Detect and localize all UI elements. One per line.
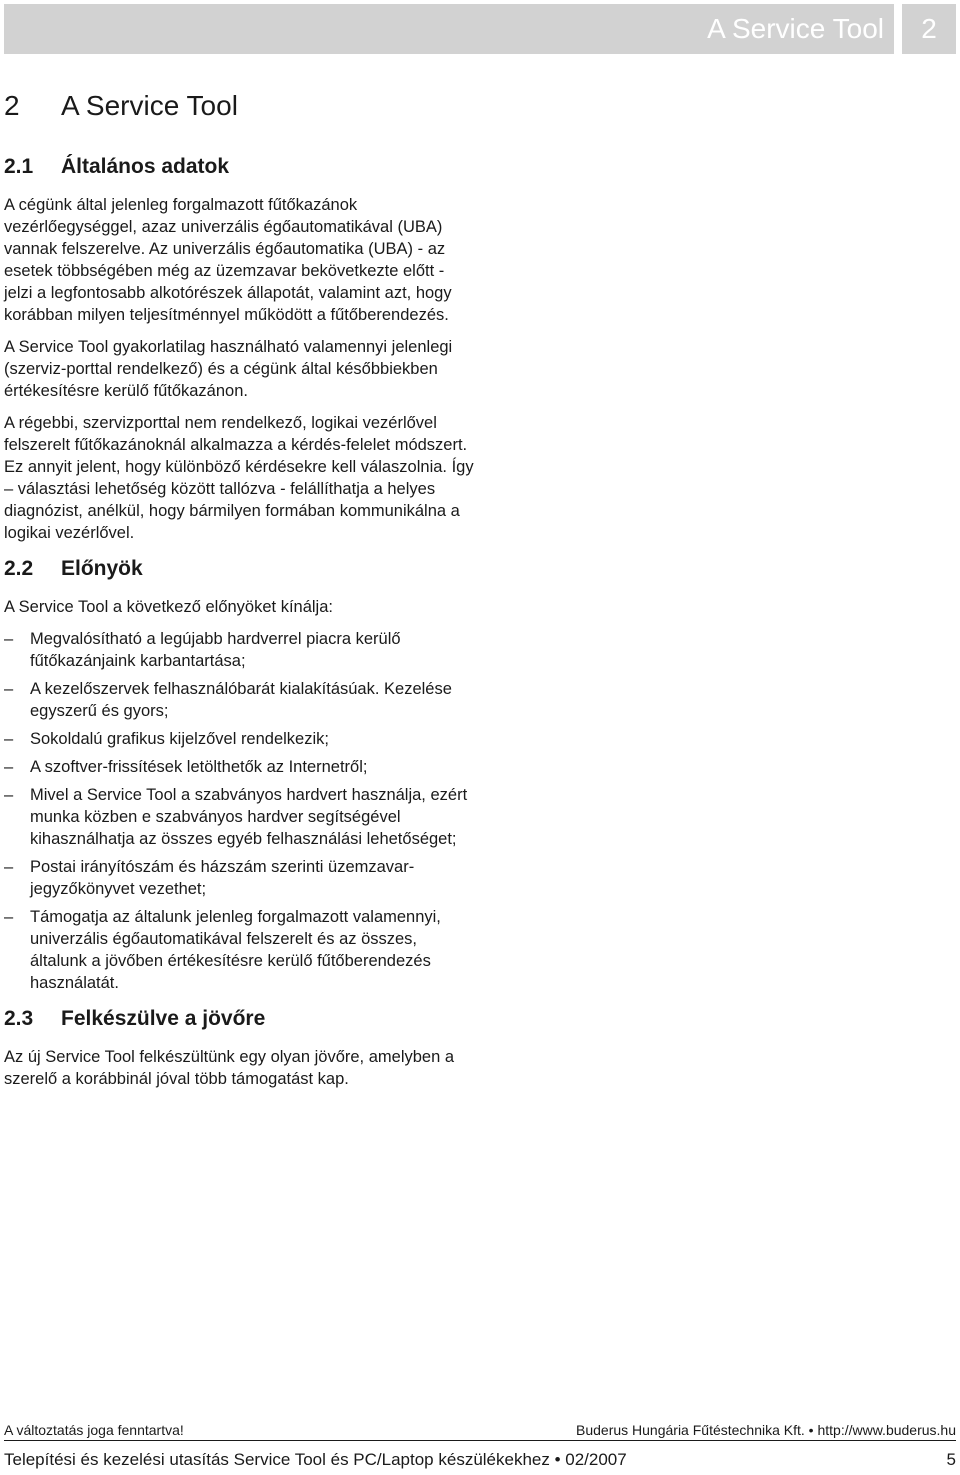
list-item: [4, 628, 474, 672]
section-number: 2.1: [4, 155, 34, 178]
dash-bullet: –: [4, 680, 14, 698]
list-item: [4, 756, 474, 778]
paragraph: A régebbi, szervizporttal nem rendelkező, logikai vezérlővel felszerelt fűtőkazánoknál alkalmazza a kérdés-felelet módszert. Ez annyit jelent, hogy különböző kérdésekre kell válaszolnia. Így – választási lehetőség között tallózva - felállíthatja a helyes diagnózist, anélkül, hogy bármilyen formában kommunikálna a logikai vezérlővel.: [4, 414, 474, 542]
chapter-heading: [4, 84, 474, 128]
list-item-text: A szoftver-frissítések letölthetők az Internetről;: [30, 758, 368, 776]
page-number: 5: [946, 1450, 956, 1469]
section-number: 2.2: [4, 557, 34, 580]
section-heading-2-1: [4, 152, 474, 182]
section-title: Általános adatok: [61, 155, 230, 178]
section-heading-2-3: [4, 1004, 474, 1034]
advantages-list: [4, 628, 474, 994]
dash-bullet: –: [4, 730, 14, 748]
header-chapter-number: 2: [902, 4, 956, 54]
list-item: [4, 784, 474, 850]
footer-divider: [4, 1440, 956, 1441]
section-number: 2.3: [4, 1007, 34, 1030]
dash-bullet: –: [4, 908, 14, 926]
paragraph: Az új Service Tool felkészültünk egy olyan jövőre, amelyben a szerelő a korábbinál jóval több támogatást kap.: [4, 1048, 455, 1088]
dash-bullet: –: [4, 786, 14, 804]
footer-company: Buderus Hungária Fűtéstechnika Kft. • http://www.buderus.hu: [576, 1422, 956, 1438]
header-title: A Service Tool: [4, 4, 894, 54]
section-title: Előnyök: [61, 557, 143, 580]
list-item: [4, 678, 474, 722]
list-intro: A Service Tool a következő előnyöket kínálja:: [4, 598, 333, 616]
list-item: [4, 906, 474, 994]
list-item-text: Sokoldalú grafikus kijelzővel rendelkezik;: [30, 730, 329, 748]
chapter-number: 2: [4, 90, 20, 121]
list-item-text: Támogatja az általunk jelenleg forgalmazott valamennyi, univerzális égőautomatikával felszerelt és az összes, általunk a jövőben értékesítésre kerülő fűtőberendezés használatát.: [30, 908, 441, 992]
page-content: [4, 84, 474, 1100]
dash-bullet: –: [4, 858, 14, 876]
section-heading-2-2: [4, 554, 474, 584]
list-item-text: Mivel a Service Tool a szabványos hardvert használja, ezért munka közben e szabványos hardver segítségével kihasználhatja az összes egyéb felhasználási lehetőséget;: [30, 786, 468, 848]
paragraph: A cégünk által jelenleg forgalmazott fűtőkazánok vezérlőegységgel, azaz univerzális égőautomatikával (UBA) vannak felszerelve. Az univerzális égőautomatika (UBA) - az esetek többségében még az üzemzavar bekövetkezte előtt - jelzi a legfontosabb alkotórészek állapotát, valamint azt, hogy korábban milyen teljesítménnyel működött a fűtőberendezés.: [4, 196, 452, 324]
chapter-title: A Service Tool: [61, 90, 238, 121]
list-item: [4, 728, 474, 750]
list-item-text: A kezelőszervek felhasználóbarát kialakításúak. Kezelése egyszerű és gyors;: [30, 680, 452, 720]
footer-document-title: Telepítési és kezelési utasítás Service Tool és PC/Laptop készülékekhez • 02/2007: [4, 1450, 627, 1469]
list-item-text: Postai irányítószám és házszám szerinti üzemzavar-jegyzőkönyvet vezethet;: [30, 858, 415, 898]
paragraph: A Service Tool gyakorlatilag használható valamennyi jelenlegi (szerviz-porttal rendelkező) és a cégünk által későbbiekben értékesítésre kerülő fűtőkazánon.: [4, 338, 453, 400]
section-title: Felkészülve a jövőre: [61, 1007, 266, 1030]
dash-bullet: –: [4, 630, 14, 648]
dash-bullet: –: [4, 758, 14, 776]
list-item: [4, 856, 474, 900]
footer-notice: A változtatás joga fenntartva!: [4, 1422, 184, 1438]
list-item-text: Megvalósítható a legújabb hardverrel piacra kerülő fűtőkazánjaink karbantartása;: [30, 630, 401, 670]
